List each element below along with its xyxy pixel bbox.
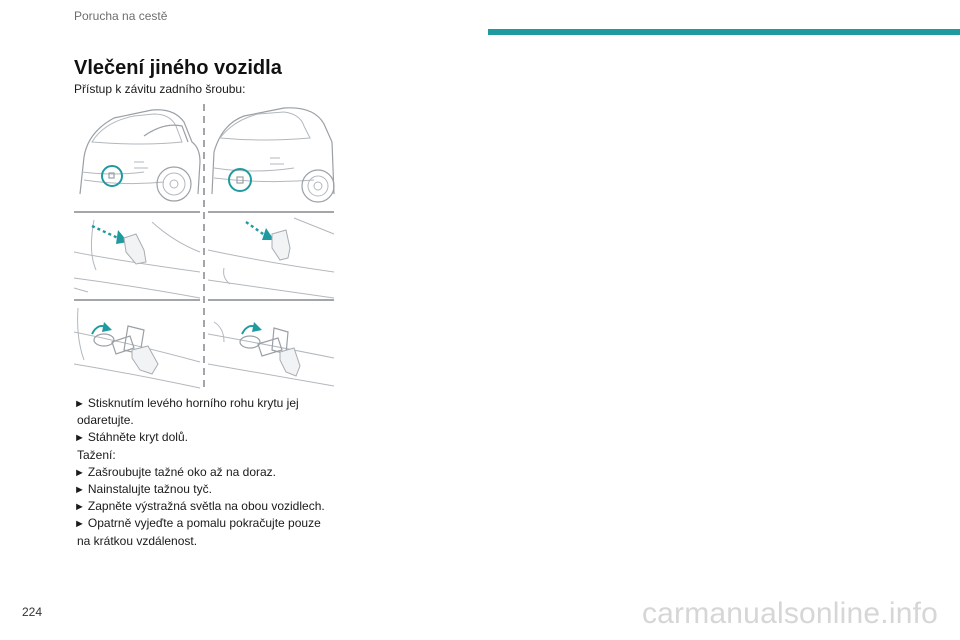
towing-eye-panel-right <box>208 322 334 386</box>
bullet-arrow: ► <box>74 501 85 514</box>
step-line: odaretujte. <box>77 413 134 428</box>
step-line: ► Stisknutím levého horního rohu krytu jej <box>74 396 299 410</box>
page-title: Vlečení jiného vozidla <box>74 57 282 79</box>
watermark: carmanualsonline.info <box>641 597 938 630</box>
instruction-steps <box>74 395 342 550</box>
towing-eye-panel-left <box>74 308 200 388</box>
bullet-arrow: ► <box>74 466 85 479</box>
car-rear-panel-left <box>80 110 200 201</box>
bullet-arrow: ► <box>74 398 85 410</box>
bullet-arrow: ► <box>74 432 85 445</box>
intro-text: Přístup k závitu zadního šroubu: <box>74 82 246 96</box>
bullet-arrow: ► <box>74 518 85 531</box>
step-line: na krátkou vzdálenost. <box>77 533 198 548</box>
cover-removal-panel-right <box>208 218 334 298</box>
car-rear-panel-right <box>212 108 334 202</box>
step-line: Tažení: <box>77 447 116 462</box>
step-line: ► Zapněte výstražná světla na obou vozidlech. <box>74 499 325 514</box>
header-accent-bar <box>488 29 960 35</box>
page-number: 224 <box>22 605 43 619</box>
step-line: ► Stáhněte kryt dolů. <box>74 430 188 445</box>
section-label: Porucha na cestě <box>74 9 168 23</box>
cover-removal-panel-left <box>74 220 200 298</box>
bullet-arrow: ► <box>74 484 85 497</box>
step-line: ► Opatrně vyjeďte a pomalu pokračujte pouze <box>74 516 321 531</box>
step-line: ► Zašroubujte tažné oko až na doraz. <box>74 464 277 479</box>
towing-eye-illustration <box>74 102 336 392</box>
step-line: ► Nainstalujte tažnou tyč. <box>74 482 212 497</box>
